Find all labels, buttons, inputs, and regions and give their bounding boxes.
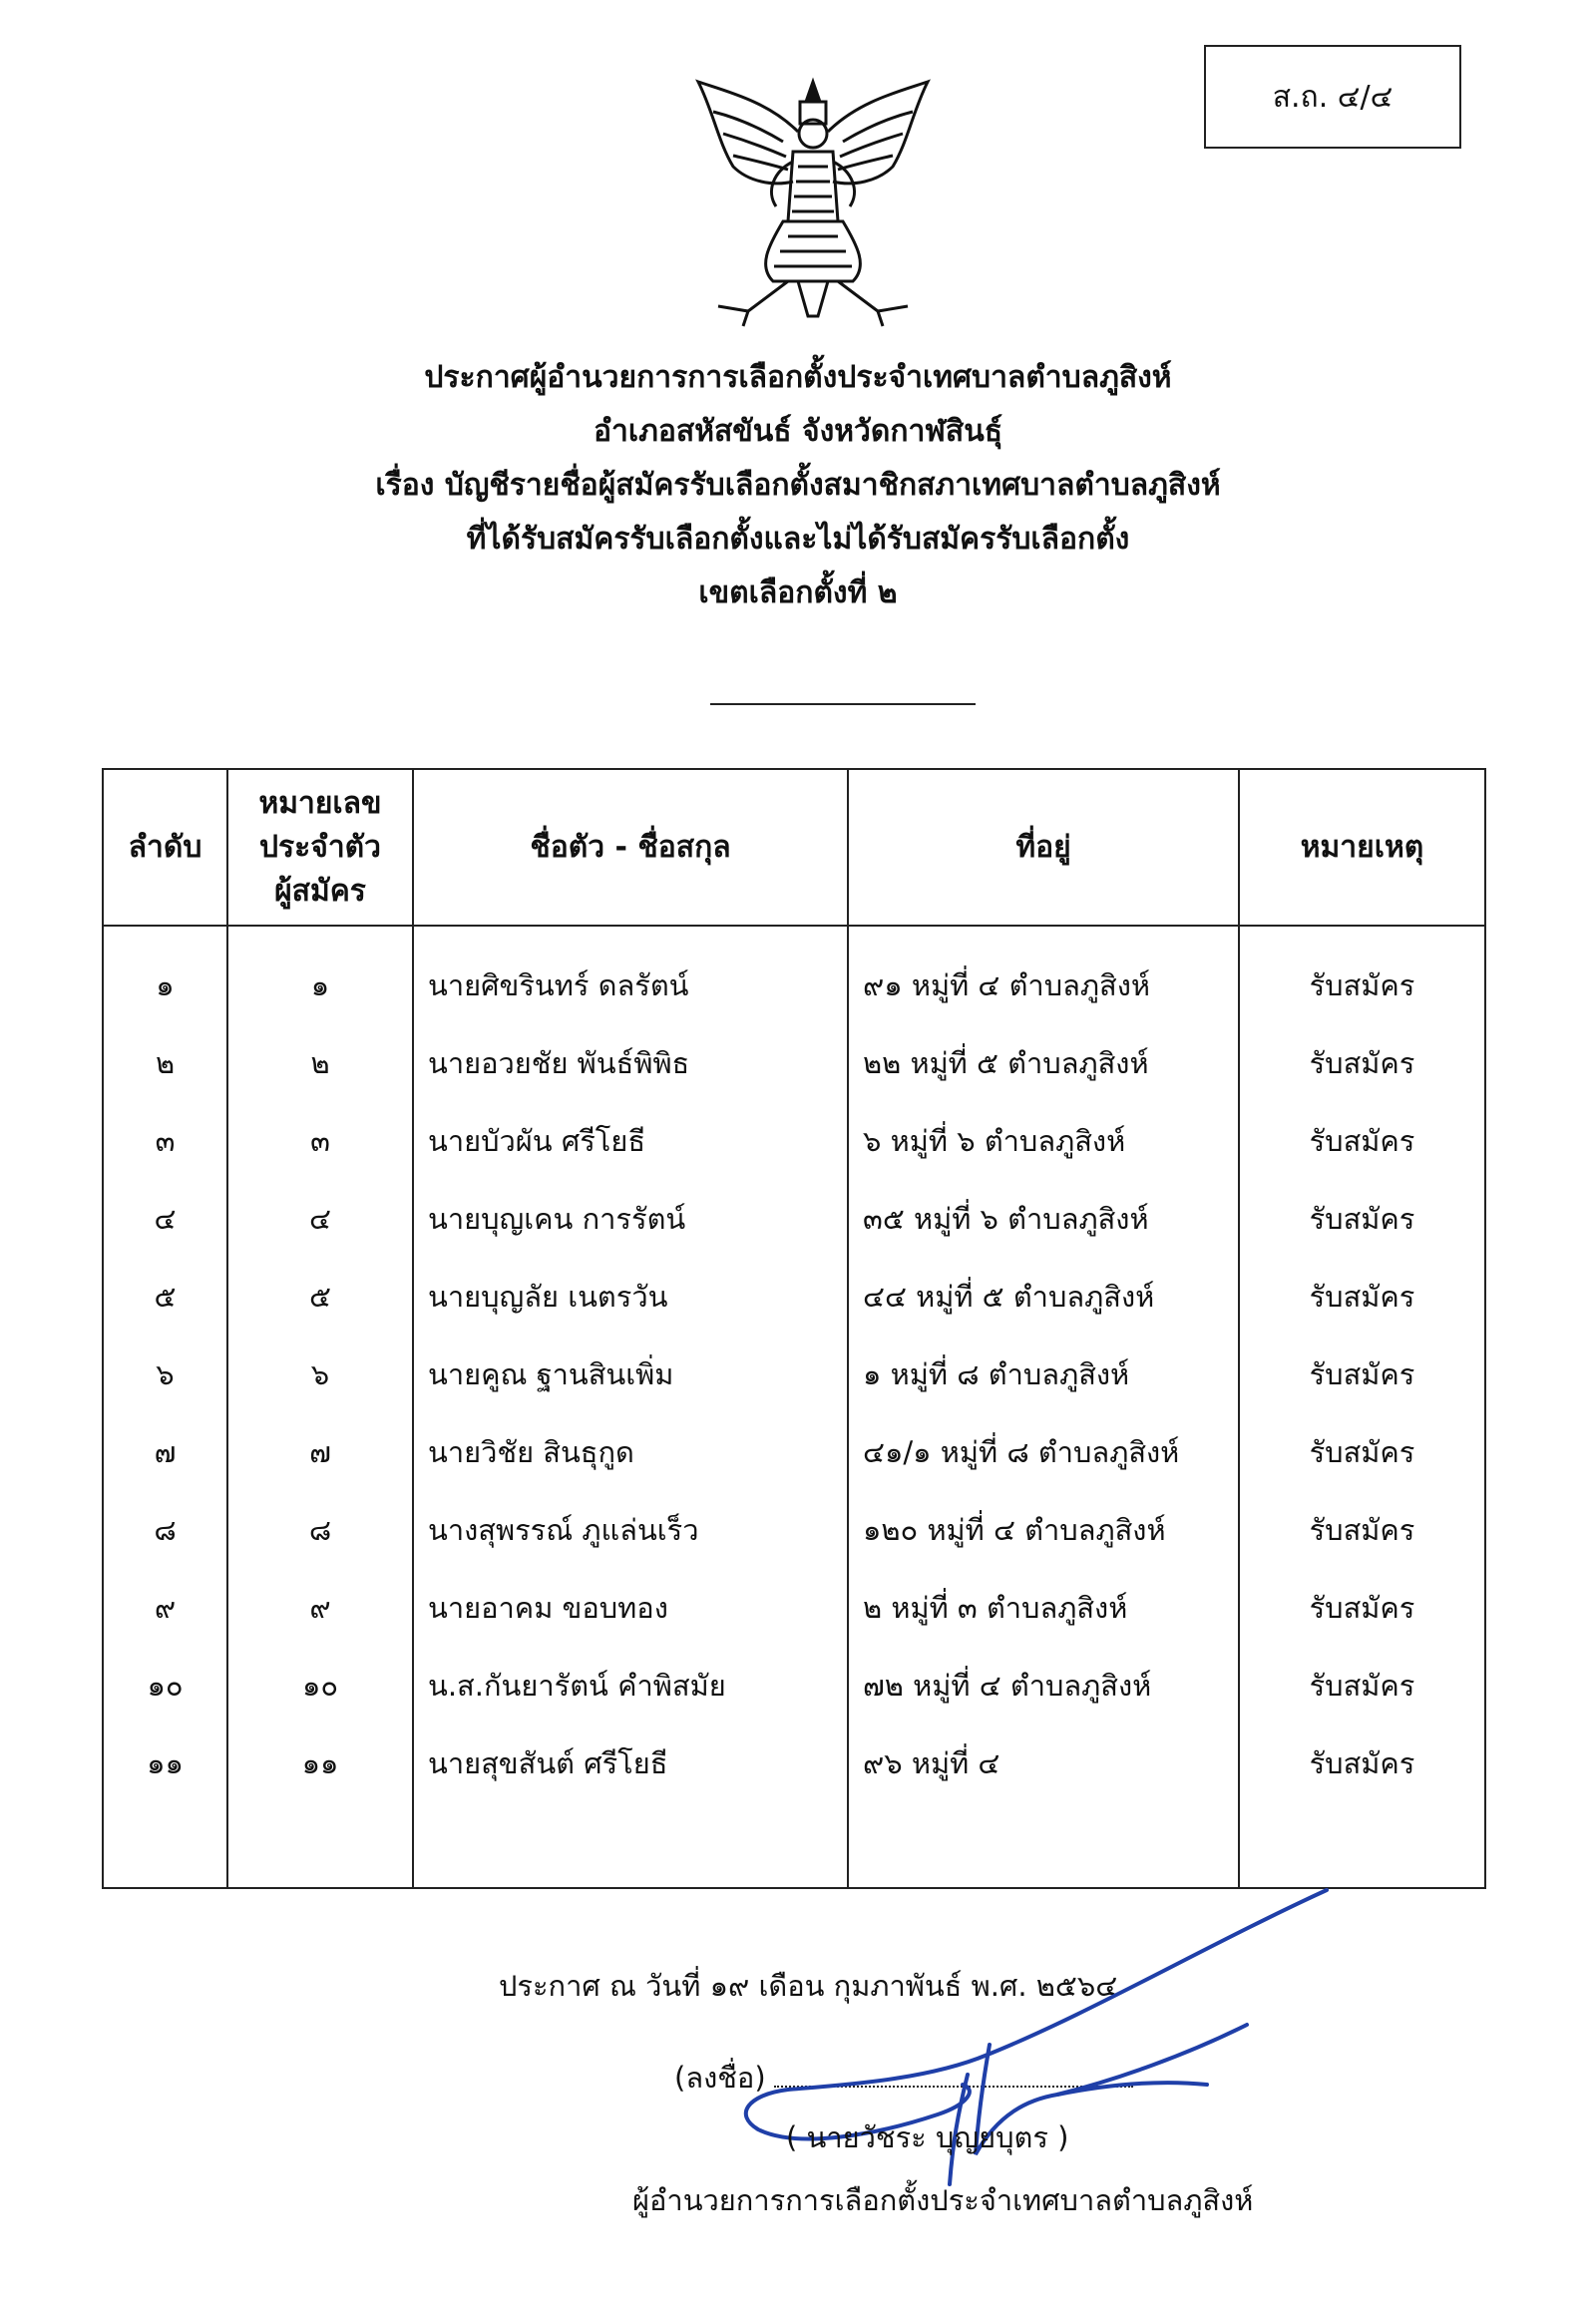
cell-remark: รับสมัคร <box>1239 926 1484 1024</box>
title-line-3: เรื่อง บัญชีรายชื่อผู้สมัครรับเลือกตั้งสมาชิกสภาเทศบาลตำบลภูสิงห์ <box>375 468 1221 503</box>
cell-name: นายอวยชัย พันธ์พิพิธ <box>413 1024 848 1102</box>
header-remark: หมายเหตุ <box>1239 770 1484 926</box>
cell-order: ๑ <box>156 968 175 1002</box>
cell-remark: รับสมัคร <box>1239 1413 1484 1491</box>
cell-order: ๑๑ <box>147 1746 184 1780</box>
cell-remark: รับสมัคร <box>1239 1180 1484 1258</box>
table-row <box>104 1569 1484 1647</box>
cell-number: ๔ <box>227 1180 413 1258</box>
cell-number: ๑ <box>227 926 413 1024</box>
table-row <box>104 1725 1484 1802</box>
cell-address: ๑ หมู่ที่ ๘ ตำบลภูสิงห์ <box>848 1336 1239 1413</box>
cell-number: ๙ <box>227 1569 413 1647</box>
cell-name: นางสุพรรณ์ ภูแล่นเร็ว <box>413 1491 848 1569</box>
cell-number: ๘ <box>227 1491 413 1569</box>
announcement-title <box>0 351 1596 620</box>
cell-name: นายบุญเคน การรัตน์ <box>413 1180 848 1258</box>
cell-order: ๙ <box>154 1591 177 1625</box>
title-line-4: ที่ได้รับสมัครรับเลือกตั้งและไม่ได้รับสมัครรับเลือกตั้ง <box>466 522 1130 557</box>
cell-number: ๒ <box>227 1024 413 1102</box>
cell-name: นายบัวผัน ศรีโยธี <box>413 1102 848 1180</box>
cell-remark: รับสมัคร <box>1239 1024 1484 1102</box>
cell-remark: รับสมัคร <box>1239 1258 1484 1336</box>
cell-number: ๕ <box>227 1258 413 1336</box>
cell-order: ๘ <box>154 1513 177 1547</box>
cell-number: ๗ <box>227 1413 413 1491</box>
signer-name: ( นายวัชระ บุญยบุตร ) <box>786 2120 1069 2154</box>
cell-order: ๑๐ <box>147 1669 184 1703</box>
title-line-5: เขตเลือกตั้งที่ ๒ <box>698 575 898 610</box>
candidate-table <box>102 768 1486 1889</box>
cell-address: ๓๕ หมู่ที่ ๖ ตำบลภูสิงห์ <box>848 1180 1239 1258</box>
table-header-row <box>104 770 1484 926</box>
cell-remark: รับสมัคร <box>1239 1647 1484 1725</box>
header-candidate-number: หมายเลข ประจำตัว ผู้สมัคร <box>227 770 413 926</box>
cell-name: นายศิขรินทร์ ดลรัตน์ <box>413 926 848 1024</box>
cell-address: ๔๑/๑ หมู่ที่ ๘ ตำบลภูสิงห์ <box>848 1413 1239 1491</box>
sign-label: (ลงชื่อ) <box>674 2061 766 2095</box>
cell-number: ๖ <box>227 1336 413 1413</box>
cell-address: ๔๔ หมู่ที่ ๕ ตำบลภูสิงห์ <box>848 1258 1239 1336</box>
cell-remark: รับสมัคร <box>1239 1102 1484 1180</box>
title-divider <box>710 703 976 705</box>
signer-title: ผู้อำนวยการการเลือกตั้งประจำเทศบาลตำบลภูสิงห์ <box>632 2183 1254 2217</box>
cell-remark: รับสมัคร <box>1239 1336 1484 1413</box>
cell-order: ๒ <box>155 1046 176 1080</box>
cell-remark: รับสมัคร <box>1239 1569 1484 1647</box>
cell-number: ๑๑ <box>227 1725 413 1802</box>
cell-remark: รับสมัคร <box>1239 1491 1484 1569</box>
header-name: ชื่อตัว - ชื่อสกุล <box>413 770 848 926</box>
cell-order: ๗ <box>154 1435 177 1469</box>
title-line-2: อำเภอสหัสขันธ์ จังหวัดกาฬสินธุ์ <box>593 414 1003 449</box>
cell-address: ๒๒ หมู่ที่ ๕ ตำบลภูสิงห์ <box>848 1024 1239 1102</box>
cell-name: นายสุขสันต์ ศรีโยธี <box>413 1725 848 1802</box>
form-code: ส.ถ. ๔/๔ <box>1272 79 1394 115</box>
cell-address: ๖ หมู่ที่ ๖ ตำบลภูสิงห์ <box>848 1102 1239 1180</box>
cell-order: ๔ <box>154 1202 177 1236</box>
cell-name: นายบุญลัย เนตรวัน <box>413 1258 848 1336</box>
cell-order: ๖ <box>156 1357 175 1391</box>
cell-number: ๑๐ <box>227 1647 413 1725</box>
title-line-1: ประกาศผู้อำนวยการการเลือกตั้งประจำเทศบาลตำบลภูสิงห์ <box>424 360 1172 395</box>
table-row <box>104 1647 1484 1725</box>
cell-order: ๕ <box>154 1280 177 1314</box>
cell-address: ๑๒๐ หมู่ที่ ๔ ตำบลภูสิงห์ <box>848 1491 1239 1569</box>
cell-address: ๗๒ หมู่ที่ ๔ ตำบลภูสิงห์ <box>848 1647 1239 1725</box>
table-row <box>104 1491 1484 1569</box>
table-row <box>104 1024 1484 1102</box>
cell-name: น.ส.กันยารัตน์ คำพิสมัย <box>413 1647 848 1725</box>
cell-name: นายคูณ ฐานสินเพิ่ม <box>413 1336 848 1413</box>
table-row <box>104 1413 1484 1491</box>
cell-address: ๙๑ หมู่ที่ ๔ ตำบลภูสิงห์ <box>848 926 1239 1024</box>
cell-name: นายอาคม ขอบทอง <box>413 1569 848 1647</box>
cell-order: ๓ <box>155 1124 176 1158</box>
cell-name: นายวิชัย สินธุกูด <box>413 1413 848 1491</box>
table-filler-row <box>104 1802 1484 1887</box>
cell-address: ๙๖ หมู่ที่ ๔ <box>848 1725 1239 1802</box>
table-row <box>104 1258 1484 1336</box>
header-address: ที่อยู่ <box>848 770 1239 926</box>
table-row <box>104 1336 1484 1413</box>
table-row <box>104 1102 1484 1180</box>
header-order: ลำดับ <box>104 770 227 926</box>
form-code-box <box>1204 45 1461 149</box>
garuda-emblem-icon <box>688 72 938 331</box>
cell-number: ๓ <box>227 1102 413 1180</box>
table-row <box>104 926 1484 1024</box>
table-row <box>104 1180 1484 1258</box>
announcement-date: ประกาศ ณ วันที่ ๑๙ เดือน กุมภาพันธ์ พ.ศ. ๒๕๖๔ <box>499 1969 1118 2003</box>
cell-remark: รับสมัคร <box>1239 1725 1484 1802</box>
cell-address: ๒ หมู่ที่ ๓ ตำบลภูสิงห์ <box>848 1569 1239 1647</box>
